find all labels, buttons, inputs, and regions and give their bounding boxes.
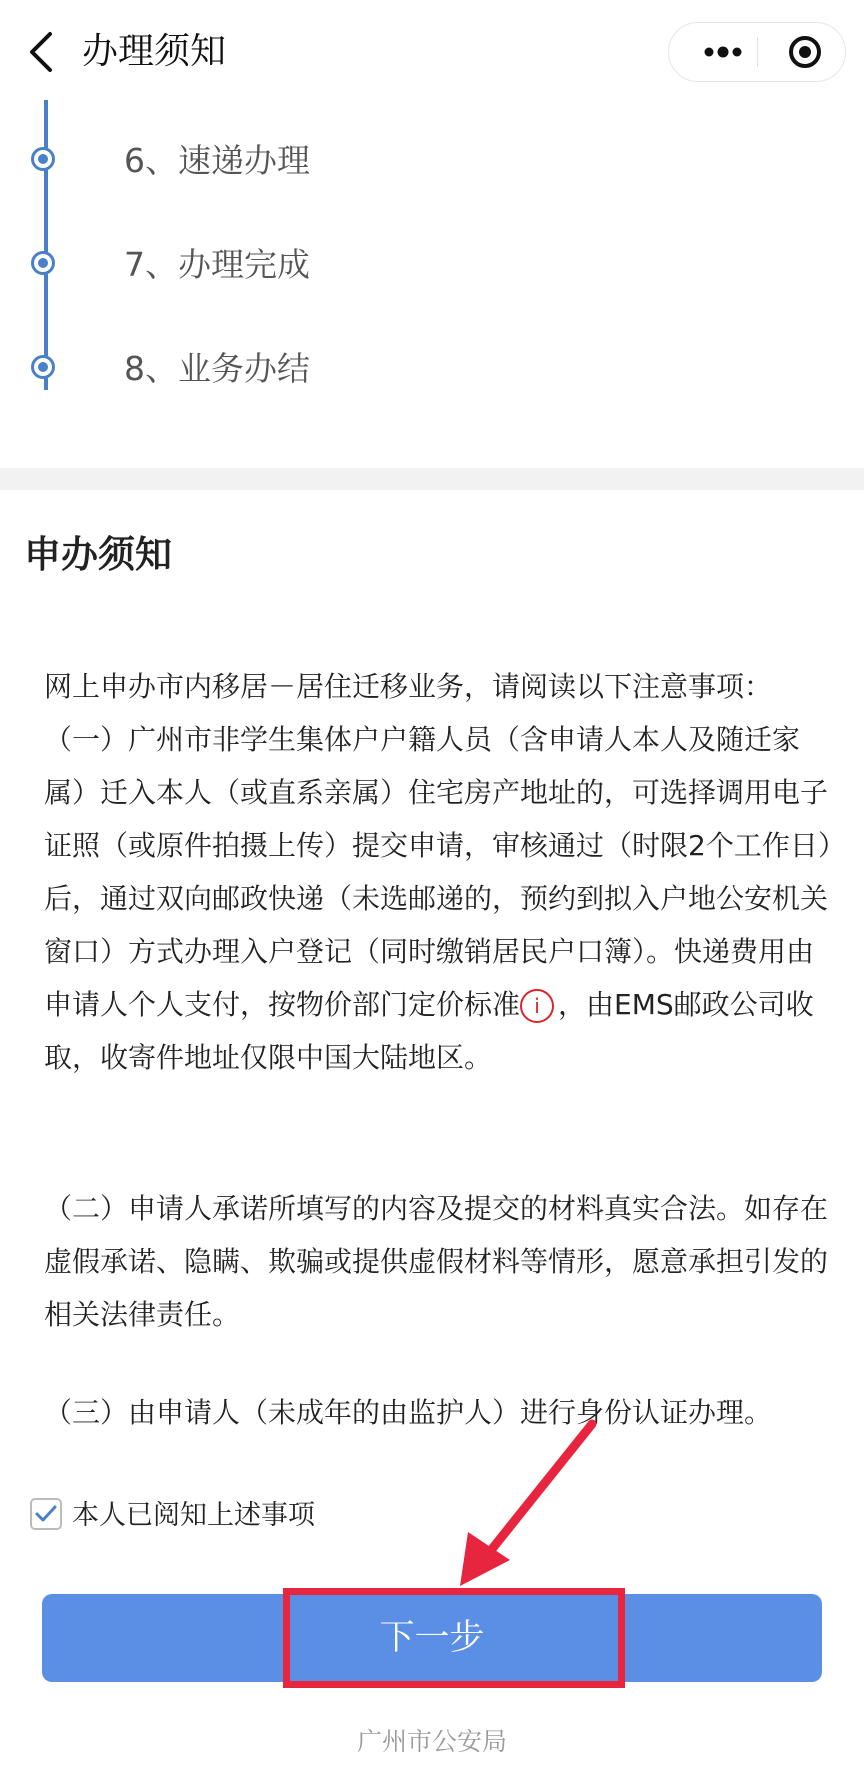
notice-paragraph-1	[44, 660, 834, 1084]
info-icon[interactable]: i	[520, 989, 554, 1023]
close-target-icon[interactable]	[769, 23, 841, 81]
mini-program-capsule	[668, 22, 846, 82]
step-label: 8、业务办结	[124, 349, 310, 388]
next-step-button[interactable]: 下一步	[42, 1594, 822, 1682]
annotation-arrow-icon	[440, 1414, 620, 1594]
step-label: 6、速递办理	[124, 141, 310, 180]
capsule-divider	[757, 37, 758, 67]
page-title: 办理须知	[82, 31, 227, 72]
notice-title: 申办须知	[24, 533, 172, 576]
step-dot-icon	[31, 251, 55, 275]
step-dot-icon	[31, 147, 55, 171]
step-item	[0, 340, 864, 400]
step-item	[0, 132, 864, 192]
agreement-label: 本人已阅知上述事项	[72, 1500, 315, 1531]
notice-paragraph-3	[44, 1386, 834, 1439]
notice-intro: 网上申办市内移居－居住迁移业务，请阅读以下注意事项：	[44, 670, 773, 703]
footer-org: 广州市公安局	[356, 1727, 507, 1756]
step-dot-icon	[31, 355, 55, 379]
section-divider	[0, 468, 864, 490]
agreement-checkbox[interactable]	[30, 1498, 62, 1530]
step-label: 7、办理完成	[124, 245, 310, 284]
process-steps	[0, 100, 864, 468]
nav-header	[0, 0, 864, 100]
highlight-box	[283, 1588, 625, 1688]
step-item	[0, 236, 864, 296]
back-icon[interactable]	[22, 28, 62, 76]
notice-item-1-tail: 由EMS邮政公司收取，收寄件地址仅限中国大陆地区。	[44, 988, 814, 1074]
notice-item-1	[44, 713, 834, 1084]
notice-item-2: （二）申请人承诺所填写的内容及提交的材料真实合法。如存在虚假承诺、隐瞒、欺骗或提供虚假材料等情形，愿意承担引发的相关法律责任。	[44, 1192, 829, 1331]
fee-warning: 快递费用由申请人个人支付，按物价部门定价标准	[44, 935, 815, 1021]
more-icon[interactable]	[689, 23, 761, 81]
check-icon	[32, 1500, 60, 1528]
fee-warning-comma: ，	[558, 988, 587, 1021]
notice-item-3: （三）由申请人（未成年的由监护人）进行身份认证办理。	[44, 1396, 773, 1429]
notice-paragraph-2	[44, 1182, 834, 1341]
notice-item-1-text: （一）广州市非学生集体户户籍人员（含申请人本人及随迁家属）迁入本人（或直系亲属）住宅房产地址的，可选择调用电子证照（或原件拍摄上传）提交申请，审核通过（时限2个工作日）后，通过双向邮政快递（未选邮递的，预约到拟入户地公安机关窗口）方式办理入户登记（同时缴销居民户口簿）。	[44, 723, 832, 968]
